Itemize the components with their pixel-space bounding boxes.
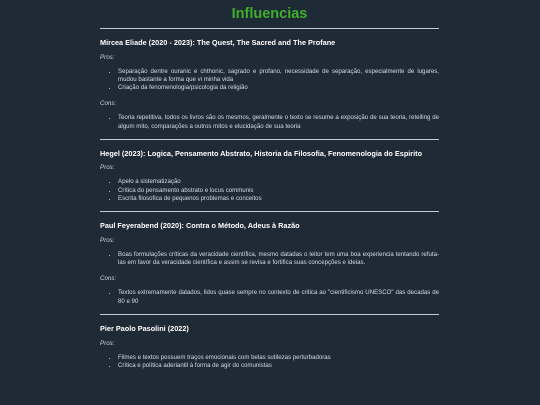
- list-item: • Apelo a sistematização: [118, 178, 439, 186]
- cons-label: Cons:: [100, 100, 117, 108]
- divider: [100, 28, 439, 29]
- list-item: • Textos extremamente datados, lidos quase sempre no contexto de critica ao "cientificismo UNESCO" das decadas de 80 e 90: [118, 289, 439, 306]
- section-title: Hegel (2023): Logica, Pensamento Abstrato, Historia da Filosofia, Fenomenologia do Espirito: [100, 148, 423, 158]
- section-mircea-eliade: [100, 38, 439, 131]
- list-item: • Crítica do pensamento abstrato e locus communis: [118, 187, 439, 195]
- list-item: • Separação dentre ouranic e chthonic, sagrado e profano, necessidade de separação, especialmente de lugares, mudou bastante a forma que vi minha vida: [118, 68, 439, 85]
- pros-label: Pros:: [100, 53, 115, 61]
- cons-list: [100, 114, 439, 131]
- divider: [100, 139, 439, 140]
- list-item: • Criação da fenomenologia/psicologia da religião: [118, 84, 439, 92]
- pros-label: Pros:: [100, 339, 115, 347]
- divider: [100, 314, 439, 315]
- section-paul-feyerabend: [100, 221, 439, 306]
- section-title: Mircea Eliade (2020 - 2023): The Quest, The Sacred and The Profane: [100, 38, 336, 47]
- pros-list: [100, 68, 439, 93]
- cons-label: Cons:: [100, 275, 117, 283]
- list-item: • Teoria repetitiva, todos os livros são os mesmos, geralmente o texto se resume a exposição de sua teoria, retelling de algum mito, comparações a outros mitos e elucidação de sua teoria: [118, 114, 439, 131]
- page-title-text: Influencias: [231, 6, 308, 22]
- pros-list: [100, 251, 439, 268]
- pros-label: Pros:: [100, 236, 115, 244]
- section-title: Paul Feyerabend (2020): Contra o Método, Adeus à Razão: [100, 221, 300, 231]
- list-item: • Escrita filosofica de pequenos problemas e conceitos: [118, 195, 439, 203]
- article: [100, 0, 439, 378]
- list-item: • Boas formulações críticas da veracidade científica, mesmo datadas o leitor tem uma boa experiencia tentando refuta-las em favor da veracidade científica e assim se revisa e fortifica suas concepções e ideias.: [118, 251, 439, 268]
- section-hegel: [100, 149, 439, 203]
- list-item: • Crítica e política aderiantil à forma de agir do comunistas: [118, 362, 439, 370]
- section-pier-paolo-pasolini: [100, 324, 439, 370]
- pros-list: [100, 354, 439, 371]
- pros-list: [100, 178, 439, 203]
- list-item: • Filmes e textos possuem traços emocionais com belas sutilezas perturbadoras: [118, 354, 439, 362]
- cons-list: [100, 289, 439, 306]
- pros-label: Pros:: [100, 164, 115, 172]
- page-title: [100, 6, 439, 22]
- section-title: Pier Paolo Pasolini (2022): [100, 324, 189, 334]
- divider: [100, 211, 439, 212]
